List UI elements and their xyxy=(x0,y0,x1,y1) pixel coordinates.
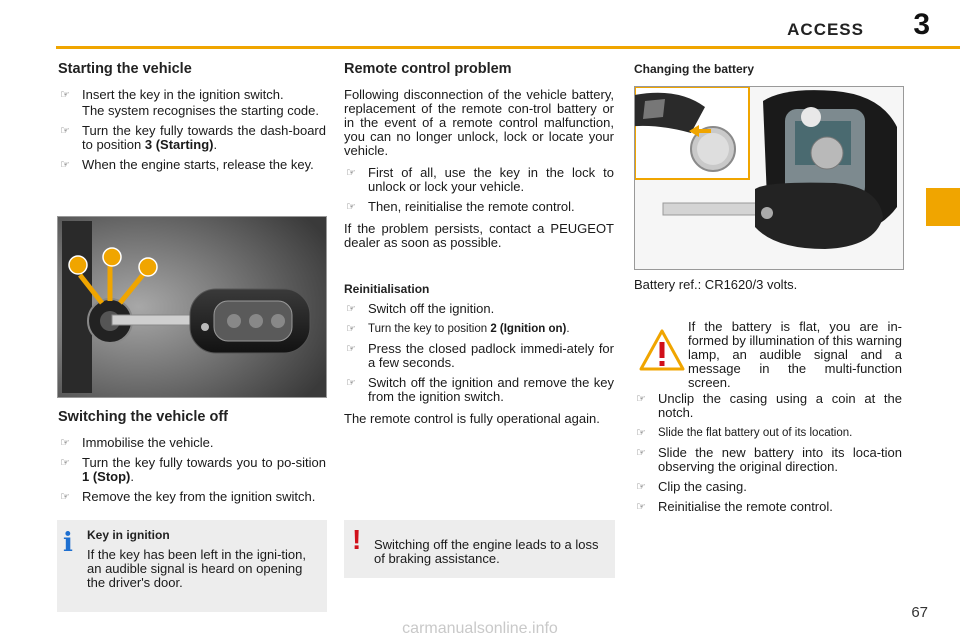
info-icon: i xyxy=(63,528,73,558)
heading-starting: Starting the vehicle xyxy=(58,61,192,77)
column-switching-off xyxy=(58,410,326,512)
bullet-icon: ☞ xyxy=(60,491,70,503)
info-box-text: If the key has been left in the igni-tion, an audible signal is heard on opening the driver's door. xyxy=(87,547,306,590)
battery-reference: Battery ref.: CR1620/3 volts. xyxy=(634,277,798,292)
list-item: ☞ Turn the key fully towards the dash-board to position 3 (Starting). xyxy=(60,123,326,152)
heading-changing-battery: Changing the battery xyxy=(634,62,755,76)
list-item: ☞ Remove the key from the ignition switch. xyxy=(60,489,316,504)
page-number: 67 xyxy=(911,604,928,621)
list-reinitialisation xyxy=(344,302,614,404)
warning-triangle-icon xyxy=(638,328,686,372)
list-battery-steps xyxy=(634,392,902,514)
bullet-icon: ☞ xyxy=(636,393,646,405)
list-item: ☞ Turn the key to position 2 (Ignition on). xyxy=(346,323,570,335)
ignition-illustration xyxy=(58,217,326,397)
column-starting xyxy=(58,62,326,180)
bullet-icon: ☞ xyxy=(60,437,70,449)
header-rule xyxy=(56,46,960,49)
bullet-icon: ☞ xyxy=(636,427,646,439)
list-item: ☞ Clip the casing. xyxy=(636,479,747,494)
heading-switching-off: Switching the vehicle off xyxy=(58,409,228,425)
bullet-icon: ☞ xyxy=(60,457,70,469)
column-remote-problem xyxy=(344,62,614,258)
column-battery-text xyxy=(634,278,902,522)
battery-illustration xyxy=(635,87,903,269)
remote-problem-outro: If the problem persists, contact a PEUGEOT dealer as soon as possible. xyxy=(344,221,614,250)
list-item: ☞ Press the closed padlock immedi-ately for a few seconds. xyxy=(346,341,614,370)
info-box-key-in-ignition xyxy=(57,520,327,612)
battery-warning-text: If the battery is flat, you are in-formed by illumination of this warning lamp, an audible signal and a message in the multi-function screen. xyxy=(688,319,902,390)
list-switching-off xyxy=(58,436,326,504)
bullet-icon: ☞ xyxy=(346,343,356,355)
warning-exclamation-icon: ! xyxy=(352,524,362,555)
list-item: ☞ When the engine starts, release the key. xyxy=(60,157,314,172)
bullet-icon: ☞ xyxy=(636,481,646,493)
list-item: ☞ Switch off the ignition and remove the key from the ignition switch. xyxy=(346,375,614,404)
list-item: ☞ Insert the key in the ignition switch. The system recognises the starting code. xyxy=(60,87,320,118)
battery-replacement-photo xyxy=(634,86,904,270)
bullet-icon: ☞ xyxy=(60,89,70,101)
list-starting xyxy=(58,88,326,172)
remote-problem-intro: Following disconnection of the vehicle battery, replacement of the remote con-trol battery or in the event of a remote control malfunction, you can no longer unlock, lock or locate your vehicle. xyxy=(344,87,614,158)
bullet-icon: ☞ xyxy=(60,125,70,137)
heading-remote-problem: Remote control problem xyxy=(344,61,512,77)
list-item: ☞ Turn the key fully towards you to po-sition 1 (Stop). xyxy=(60,455,326,484)
reinitialisation-outro: The remote control is fully operational again. xyxy=(344,411,600,426)
bullet-icon: ☞ xyxy=(346,377,356,389)
info-box-title: Key in ignition xyxy=(87,528,170,542)
chapter-number: 3 xyxy=(913,8,930,41)
footer-watermark: carmanualsonline.info xyxy=(402,620,558,637)
battery-warning-block xyxy=(634,300,902,390)
bullet-icon: ☞ xyxy=(60,159,70,171)
warning-box-text: Switching off the engine leads to a loss of braking assistance. xyxy=(374,537,599,566)
ignition-key-photo xyxy=(57,216,327,398)
chapter-side-tab[interactable] xyxy=(926,188,960,226)
bullet-icon: ☞ xyxy=(346,167,356,179)
list-item: ☞ Switch off the ignition. xyxy=(346,301,495,316)
list-item: ☞ Unclip the casing using a coin at the notch. xyxy=(636,391,902,420)
bullet-icon: ☞ xyxy=(346,323,356,335)
list-item: ☞ Then, reinitialise the remote control. xyxy=(346,199,575,214)
list-item: ☞ First of all, use the key in the lock to unlock or lock your vehicle. xyxy=(346,165,614,194)
bullet-icon: ☞ xyxy=(636,501,646,513)
bullet-icon: ☞ xyxy=(346,303,356,315)
section-title: ACCESS xyxy=(787,20,864,39)
bullet-icon: ☞ xyxy=(636,447,646,459)
list-item: ☞ Immobilise the vehicle. xyxy=(60,435,214,450)
column-reinitialisation xyxy=(344,282,614,434)
list-remote-problem xyxy=(344,166,614,214)
bullet-icon: ☞ xyxy=(346,201,356,213)
heading-reinitialisation: Reinitialisation xyxy=(344,282,430,296)
list-item: ☞ Slide the new battery into its loca-tion observing the original direction. xyxy=(636,445,902,474)
list-item: ☞ Reinitialise the remote control. xyxy=(636,499,833,514)
warning-box-braking xyxy=(344,520,615,578)
column-battery xyxy=(634,62,902,82)
list-item: ☞ Slide the flat battery out of its location. xyxy=(636,427,853,439)
